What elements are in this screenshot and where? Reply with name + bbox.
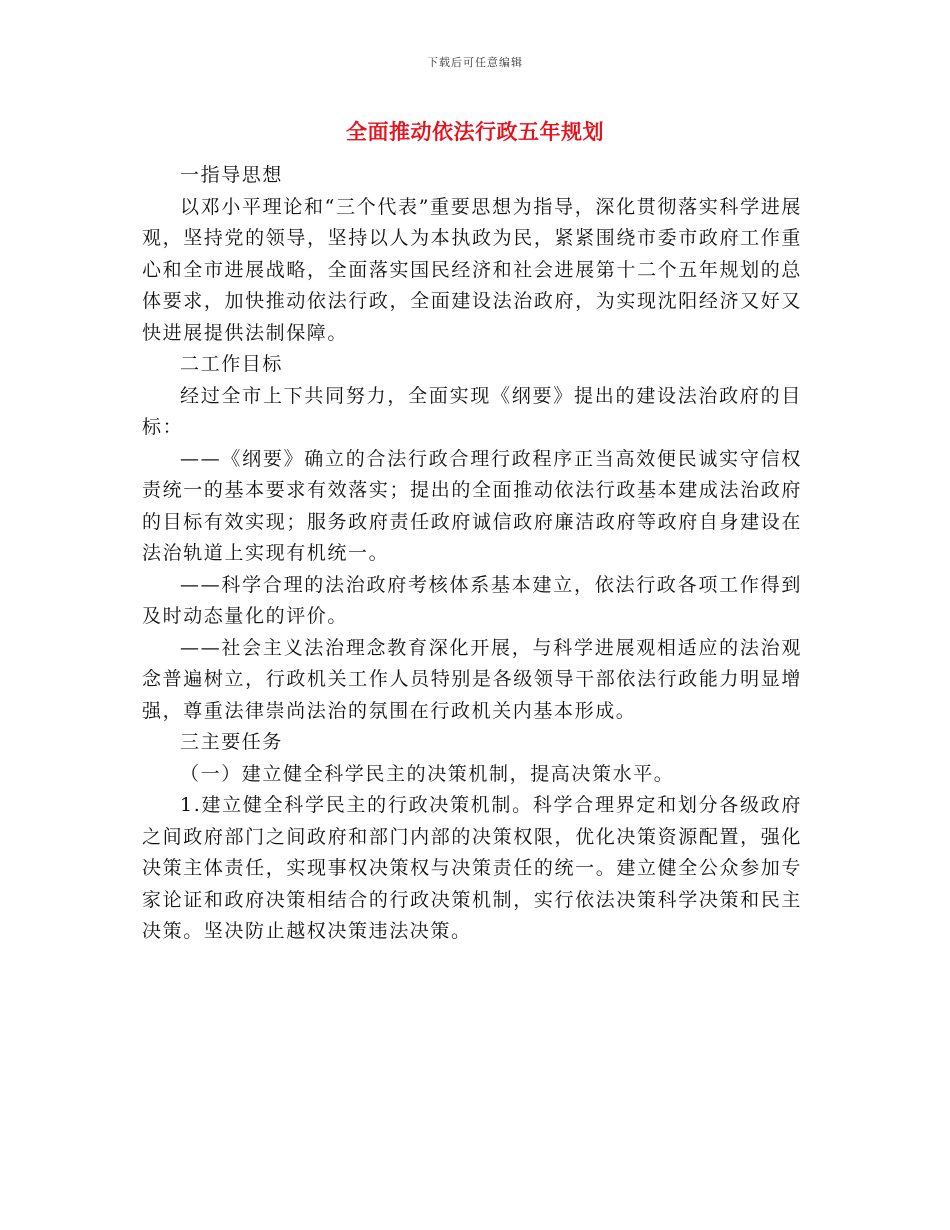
paragraph-goal-1: ——《纲要》确立的合法行政合理行政程序正当高效便民诚实守信权责统一的基本要求有效落实；提出的全面推动依法行政基本建成法治政府的目标有效实现；服务政府责任政府诚信政府廉洁政府等政府自身建设在法治轨道上实现有机统一。 bbox=[142, 447, 802, 564]
paragraph-goals-intro: 经过全市上下共同努力，全面实现《纲要》提出的建设法治政府的目标： bbox=[142, 384, 802, 438]
section-heading-guiding-ideology: 一指导思想 bbox=[180, 164, 284, 186]
paragraph-guiding-ideology: 以邓小平理论和“三个代表”重要思想为指导，深化贯彻落实科学进展观，坚持党的领导，坚持以人为本执政为民，紧紧围绕市委市政府工作重心和全市进展战略，全面落实国民经济和社会进展第十二个五年规划的总体要求，加快推动依法行政，全面建设法治政府，为实现沈阳经济又好又快进展提供法制保障。 bbox=[142, 195, 802, 344]
paragraph-task-1: 1.建立健全科学民主的行政决策机制。科学合理界定和划分各级政府之间政府部门之间政府和部门内部的决策权限，优化决策资源配置，强化决策主体责任，实现事权决策权与决策责任的统一。建立健全公众参加专家论证和政府决策相结合的行政决策机制，实行依法决策科学决策和民主决策。坚决防止越权决策违法决策。 bbox=[142, 794, 802, 942]
subheading-decision-mechanism: （一）建立健全科学民主的决策机制，提高决策水平。 bbox=[180, 762, 675, 785]
page-header: 下载后可任意编辑 bbox=[427, 56, 523, 69]
paragraph-goal-3: ——社会主义法治理念教育深化开展，与科学进展观相适应的法治观念普遍树立，行政机关工作人员特别是各级领导干部依法行政能力明显增强，尊重法律崇尚法治的氛围在行政机关内基本形成。 bbox=[142, 636, 802, 722]
section-heading-main-tasks: 三主要任务 bbox=[180, 731, 284, 753]
paragraph-goal-2: ——科学合理的法治政府考核体系基本建立，依法行政各项工作得到及时动态量化的评价。 bbox=[142, 573, 802, 627]
section-heading-work-goals: 二工作目标 bbox=[180, 353, 284, 375]
document-body bbox=[142, 160, 802, 948]
document-title: 全面推动依法行政五年规划 bbox=[346, 120, 604, 144]
